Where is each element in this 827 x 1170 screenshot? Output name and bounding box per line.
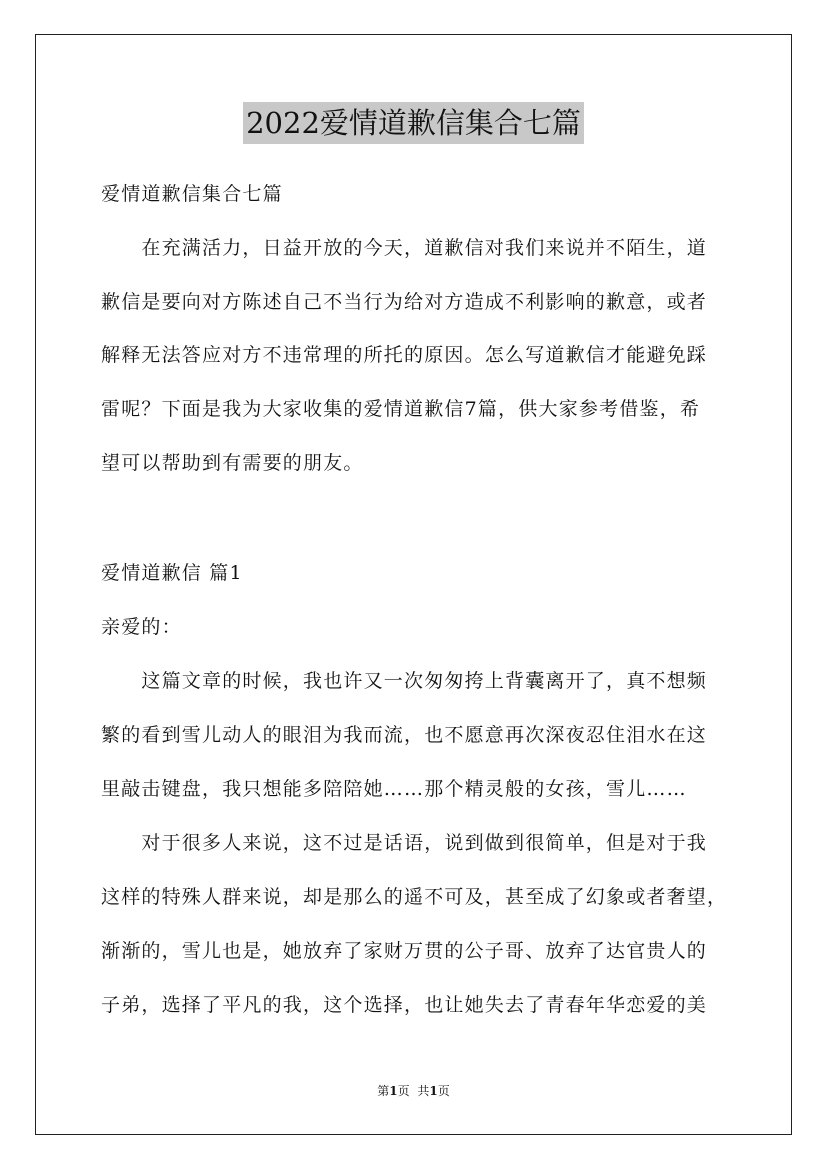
intro-line-4: 雷呢？下面是我为大家收集的爱情道歉信7篇，供大家参考借鉴，希 [101, 398, 701, 420]
salutation: 亲爱的： [101, 616, 182, 638]
intro-line-5: 望可以帮助到有需要的朋友。 [101, 452, 364, 474]
para1-line-2: 繁的看到雪儿动人的眼泪为我而流，也不愿意再次深夜忍住泪水在这 [101, 724, 708, 746]
footer-page-suffix: 页 [397, 1084, 410, 1098]
document-title: 2022爱情道歉信集合七篇 [243, 102, 584, 144]
title-container [0, 102, 827, 144]
footer-total-number: 1 [429, 1084, 438, 1098]
intro-line-1: 在充满活力，日益开放的今天，道歉信对我们来说并不陌生，道 [101, 237, 708, 259]
footer-page-number: 1 [389, 1084, 398, 1098]
footer-page-prefix: 第 [377, 1084, 390, 1098]
para1-line-3: 里敲击键盘，我只想能多陪陪她……那个精灵般的女孩，雪儿…… [101, 778, 687, 800]
para2-line-2: 这样的特殊人群来说，却是那么的遥不可及，甚至成了幻象或者奢望， [101, 886, 728, 908]
footer-total-prefix: 共 [417, 1084, 430, 1098]
section-heading: 爱情道歉信 篇1 [101, 562, 243, 584]
subtitle: 爱情道歉信集合七篇 [101, 183, 283, 205]
para2-line-1: 对于很多人来说，这不过是话语，说到做到很简单，但是对于我 [101, 832, 708, 854]
para1-line-1: 这篇文章的时候，我也许又一次匆匆挎上背囊离开了，真不想频 [101, 670, 708, 692]
para2-line-4: 子弟，选择了平凡的我，这个选择，也让她失去了青春年华恋爱的美 [101, 994, 708, 1016]
intro-line-3: 解释无法答应对方不违常理的所托的原因。怎么写道歉信才能避免踩 [101, 344, 708, 366]
intro-line-2: 歉信是要向对方陈述自己不当行为给对方造成不利影响的歉意，或者 [101, 291, 708, 313]
footer-total-suffix: 页 [437, 1084, 450, 1098]
page-footer [0, 1084, 827, 1098]
para2-line-3: 渐渐的，雪儿也是，她放弃了家财万贯的公子哥、放弃了达官贵人的 [101, 940, 708, 962]
